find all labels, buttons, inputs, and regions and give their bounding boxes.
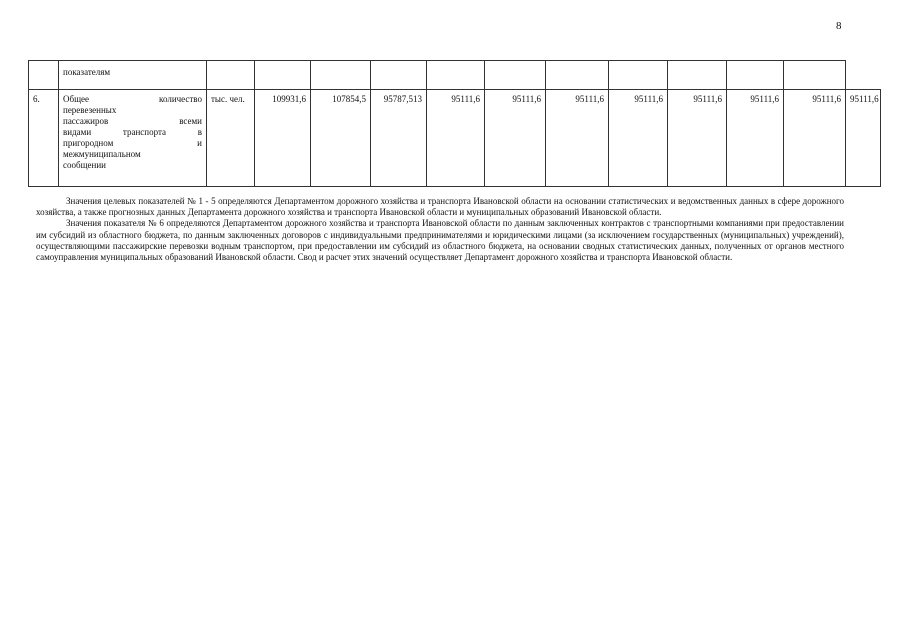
cell-value: 95111,6 <box>546 90 609 187</box>
cell-unit: тыс. чел. <box>207 90 255 187</box>
cell-value <box>668 61 727 90</box>
cell-description: показателям <box>59 61 207 90</box>
cell-value <box>546 61 609 90</box>
notes-section <box>36 196 844 263</box>
cell-num <box>29 61 59 90</box>
cell-value: 107854,5 <box>311 90 371 187</box>
cell-value <box>727 61 784 90</box>
cell-value <box>609 61 668 90</box>
cell-value <box>311 61 371 90</box>
cell-value: 95111,6 <box>609 90 668 187</box>
note-paragraph-2: Значения показателя № 6 определяются Департаментом дорожного хозяйства и транспорта Ивановской области по данным заключенных контрактов с транспортными компаниями при предоставлении им субсидий из областного бюджета, по данным заключенных договоров с индивидуальными предпринимателями и юридическими лицами (за исключением государственных (муниципальных) учреждений), осуществляющими пассажирские перевозки водным транспортом, при предоставлении им субсидий из областного бюджета, на основании сводных статистических данных, полученных от органов местного самоуправления муниципальных образований Ивановской области. Свод и расчет этих значений осуществляет Департамент дорожного хозяйства и транспорта Ивановской области. <box>36 218 844 263</box>
description-line: сообщении <box>63 160 106 170</box>
cell-unit <box>207 61 255 90</box>
cell-value: 95111,6 <box>784 90 846 187</box>
note-paragraph-1: Значения целевых показателей № 1 - 5 определяются Департаментом дорожного хозяйства и транспорта Ивановской области на основании статистических и ведомственных данных в сфере дорожного хозяйства, а также прогнозных данных Департамента дорожного хозяйства и транспорта Ивановской области и муниципальных образований Ивановской области. <box>36 196 844 218</box>
cell-value <box>371 61 427 90</box>
description-line: межмуниципальном <box>63 149 141 159</box>
cell-num: 6. <box>29 90 59 187</box>
cell-value: 95111,6 <box>485 90 546 187</box>
cell-value: 109931,6 <box>255 90 311 187</box>
description-line: пригородном и <box>63 138 202 148</box>
description-line: пассажиров всеми <box>63 116 202 126</box>
cell-value <box>255 61 311 90</box>
description-line: Общее количество <box>63 94 202 104</box>
cell-value <box>427 61 485 90</box>
indicators-table <box>28 60 881 187</box>
cell-value <box>784 61 846 90</box>
cell-value: 95111,6 <box>727 90 784 187</box>
description-line: перевезенных <box>63 105 117 115</box>
page-number: 8 <box>836 20 842 32</box>
table-row <box>29 90 881 187</box>
cell-description <box>59 90 207 187</box>
description-line: видами транспорта в <box>63 127 202 137</box>
cell-value: 95111,6 <box>427 90 485 187</box>
cell-value: 95111,6 <box>846 90 881 187</box>
cell-value: 95787,513 <box>371 90 427 187</box>
cell-value <box>485 61 546 90</box>
table-row <box>29 61 881 90</box>
cell-value: 95111,6 <box>668 90 727 187</box>
